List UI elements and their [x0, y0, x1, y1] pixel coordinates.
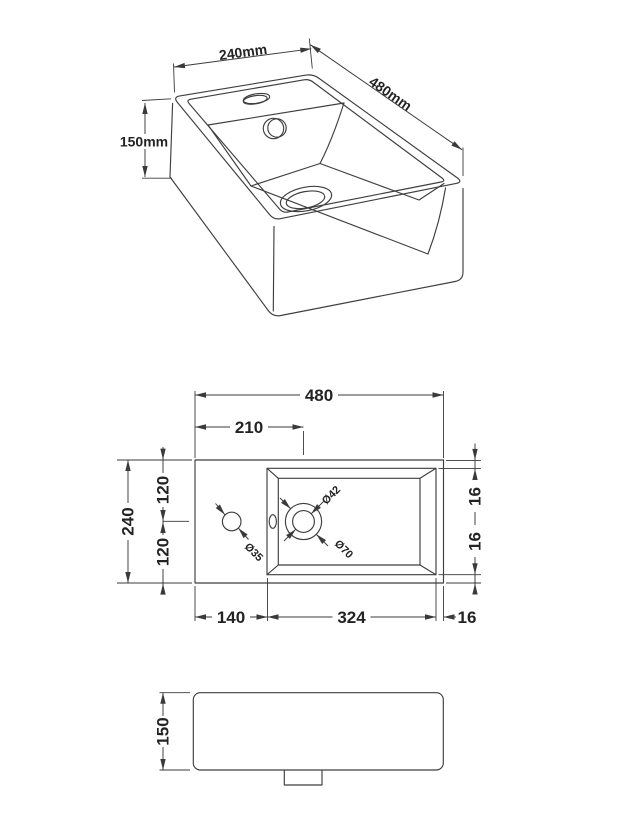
ext-line: [142, 99, 171, 101]
deck-edge-line: [208, 103, 344, 125]
tap-hole-edge: [243, 94, 268, 106]
dim-label-324: 324: [337, 608, 366, 627]
sink-rim-outline: [176, 75, 460, 219]
plan-view: [117, 386, 485, 627]
ext-line: [309, 39, 312, 69]
dim-label-240mm: 240mm: [218, 40, 268, 64]
dia-label-42: Ø42: [319, 483, 344, 508]
dia-label-35: Ø35: [241, 540, 266, 565]
leader-line: [316, 534, 328, 546]
leader-line: [216, 504, 225, 515]
sink-front-edge: [273, 227, 274, 312]
sink-body-bottom: [170, 177, 463, 316]
basin-floor-edges: [251, 164, 446, 255]
dim-label-140: 140: [216, 608, 246, 627]
dim-label-16-right: 16: [457, 608, 477, 627]
leader-line: [280, 498, 291, 509]
isometric-view: [120, 39, 463, 316]
dim-label-210: 210: [234, 418, 264, 437]
dim-label-240: 240: [118, 507, 138, 536]
sink-left-edge: [170, 104, 173, 178]
tap-hole-plan: [222, 512, 241, 531]
dim-label-150: 150: [153, 717, 173, 746]
leader-line: [284, 529, 296, 541]
dim-label-480mm: 480mm: [366, 73, 415, 114]
dia-label-70: Ø70: [331, 537, 356, 562]
dim-label-16-bottom: 16: [465, 532, 485, 551]
ext-line: [174, 64, 175, 93]
overflow-hole: [263, 118, 283, 138]
dim-label-120-upper: 120: [153, 475, 173, 505]
side-view: [154, 693, 444, 785]
waste-circle: [293, 511, 315, 533]
overflow-plan: [269, 515, 276, 529]
dim-label-16-top: 16: [465, 487, 485, 506]
dim-label-150mm: 150mm: [119, 133, 169, 150]
side-body-rect: [193, 693, 443, 770]
waste-stub: [284, 770, 322, 785]
basin-corner-chamfer: [208, 125, 251, 186]
dim-label-480: 480: [304, 386, 334, 405]
leader-line: [311, 502, 323, 514]
waste-hole-outer: [278, 182, 334, 215]
dim-label-120-lower: 120: [153, 537, 173, 567]
basin-curved-wall: [320, 103, 344, 164]
leader-line: [238, 528, 248, 539]
